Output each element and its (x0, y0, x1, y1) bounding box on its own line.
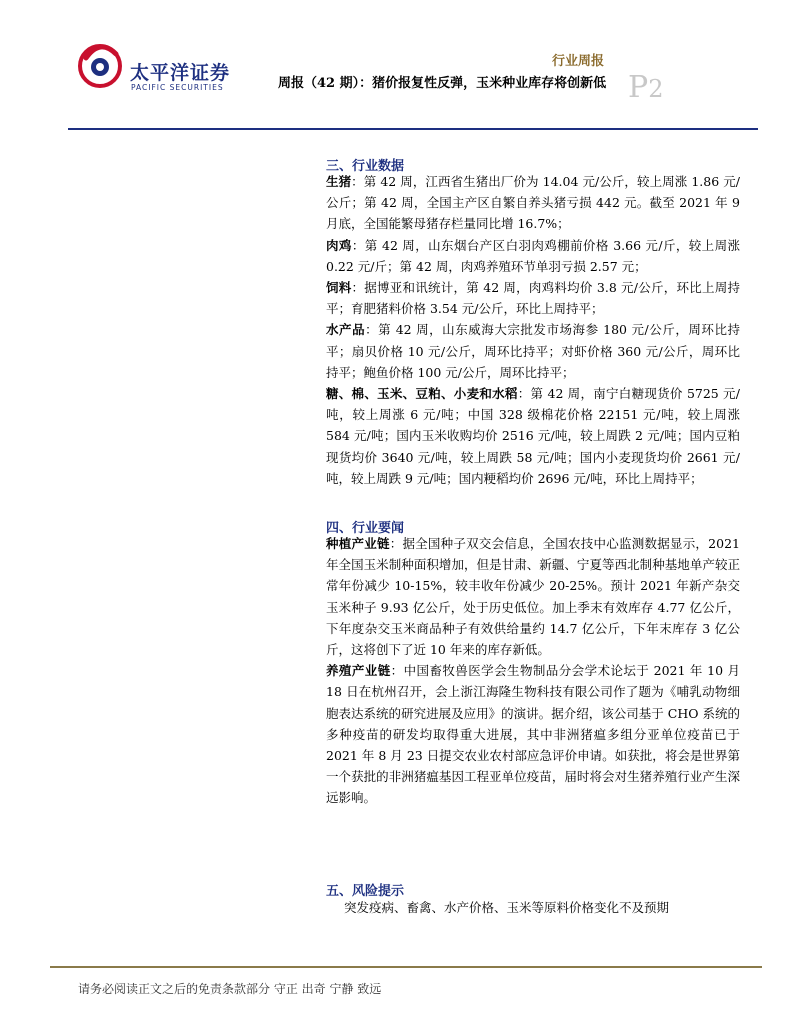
news-item-text: ：据全国种子双交会信息，全国农技中心监测数据显示，2021 年全国玉米制种面积增加，但是甘肃、新疆、宁夏等西北制种基地单产较正常年份减少 10-15%，较丰收年份减少 20-25%。预计 2021 年新产杂交玉米种子 9.93 亿公斤，处于历史低位。加上季末有效库存 4.77 亿公斤，下年度杂交玉米商品种子有效供给量约 14.7 亿公斤，下年末库存 3 亿公斤，这将创下了近 10 年来的库存新低。 (326, 536, 740, 658)
news-item-label: 养殖产业链 (326, 663, 391, 679)
section-title-industry-data: 三、行业数据 (326, 159, 405, 174)
header-divider (68, 128, 758, 130)
news-item-planting (326, 533, 740, 660)
news-item-label: 种植产业链 (326, 536, 390, 551)
news-item-breeding (326, 660, 740, 808)
report-title: 周报（42 期）：猪价报复性反弹，玉米种业库存将创新低 (278, 76, 607, 91)
data-item-label: 生猪 (326, 174, 352, 189)
footer-disclaimer: 请务必阅读正文之后的免责条款部分 守正 出奇 宁静 致远 (78, 982, 382, 996)
section-title-risk: 五、风险提示 (326, 884, 405, 899)
industry-news-block (326, 533, 740, 809)
data-item-crops (326, 383, 740, 489)
data-item-label: 糖、棉、玉米、豆粕、小麦和水稻 (326, 386, 518, 402)
page-label: P (628, 70, 649, 105)
data-item-text: ：第 42 周，南宁白糖现货价 5725 元/吨，较上周涨 6 元/吨；中国 328 级棉花价格 22151 元/吨，较上周涨 584 元/吨；国内玉米收购均价 2516 元/吨，较上周跌 2 元/吨；国内豆粕现货均价 3640 元/吨，较上周跌 58 元/吨；国内小麦现货均价 2661 元/吨，较上周跌 9 元/吨；国内粳稻均价 2696 元/吨，环比上周持平； (326, 386, 740, 486)
page-number (628, 70, 663, 105)
industry-data-block (326, 171, 740, 489)
report-type: 行业周报 (552, 54, 605, 69)
data-item-text: ：据博亚和讯统计，第 42 周，肉鸡料均价 3.8 元/公斤，环比上周持平；育肥猪料价格 3.54 元/公斤，环比上周持平； (326, 280, 740, 317)
section-title-industry-news: 四、行业要闻 (326, 521, 405, 536)
footer-divider (50, 966, 762, 968)
brand-name-en: PACIFIC SECURITIES (131, 83, 224, 92)
data-item-text: ：第 42 周，山东威海大宗批发市场海参 180 元/公斤，周环比持平；扇贝价格 10 元/公斤，周环比持平；对虾价格 360 元/公斤，周环比持平；鲍鱼价格 100 元/公斤，周环比持平； (326, 322, 740, 380)
data-item-feed (326, 277, 740, 319)
data-item-text: ：第 42 周，江西省生猪出厂价为 14.04 元/公斤，较上周涨 1.86 元/公斤；第 42 周，全国主产区自繁自养头猪亏损 442 元。截至 2021 年 9 月底，全国能繁母猪存栏量同比增 16.7%； (326, 174, 740, 232)
brand-name-cn: 太平洋证券 (130, 62, 231, 84)
risk-text: 突发疫病、畜禽、水产价格、玉米等原料价格变化不及预期 (344, 900, 670, 915)
data-item-hog (326, 171, 740, 235)
page-number-value: 2 (648, 75, 664, 103)
data-item-label: 肉鸡 (326, 237, 352, 253)
data-item-label: 水产品 (326, 322, 366, 338)
data-item-text: ：第 42 周，山东烟台产区白羽肉鸡棚前价格 3.66 元/斤，较上周涨 0.22 元/斤；第 42 周，肉鸡养殖环节单羽亏损 2.57 元； (326, 237, 740, 274)
news-item-text: ：中国畜牧兽医学会生物制品分会学术论坛于 2021 年 10 月 18 日在杭州召开，会上浙江海隆生物科技有限公司作了题为《哺乳动物细胞表达系统的研究进展及应用》的演讲。据介绍，该公司基于 CHO 系统的多种疫苗的研发均取得重大进展，其中非洲猪瘟多组分亚单位疫苗已于 2021 年 8 月 23 日提交农业农村部应急评价申请。如获批，将会是世界第一个获批的非洲猪瘟基因工程亚单位疫苗，届时将会对生猪养殖行业产生深远影响。 (326, 663, 740, 806)
risk-block (344, 897, 758, 918)
data-item-aquatic (326, 319, 740, 383)
data-item-label: 饲料 (326, 280, 352, 296)
pacific-securities-logo (76, 40, 124, 88)
data-item-broiler (326, 235, 740, 277)
